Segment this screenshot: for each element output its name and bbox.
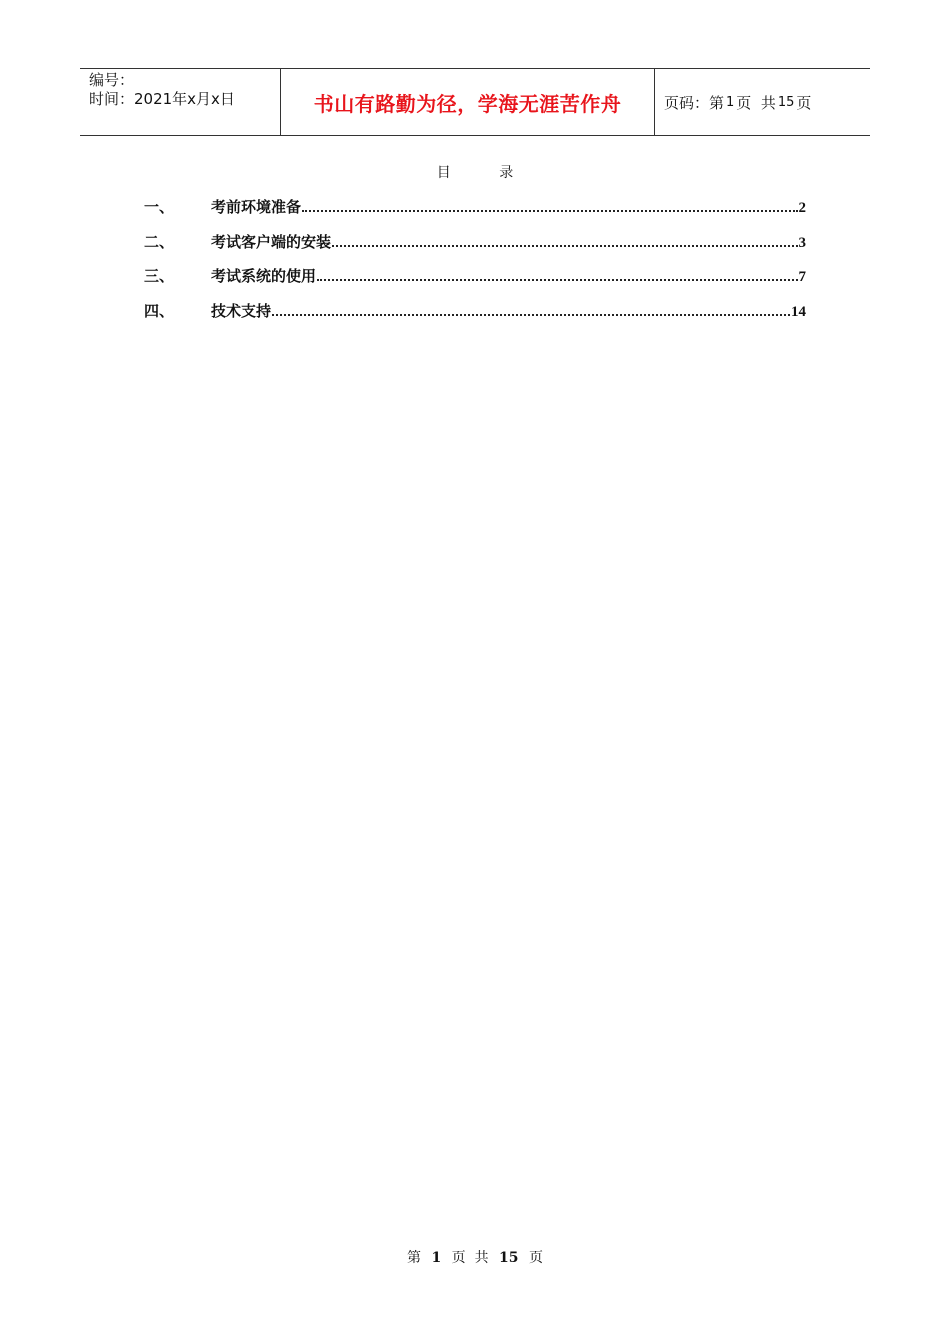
toc-title xyxy=(0,162,950,182)
toc-entry[interactable] xyxy=(144,300,806,335)
toc-entry-page: 14 xyxy=(791,303,806,320)
toc-entry-number: 四、 xyxy=(144,301,175,320)
page-current: 1 xyxy=(726,94,735,110)
page-prefix: 页码：第 xyxy=(664,93,725,112)
toc-entry-title: 考试客户端的安装 xyxy=(211,232,332,251)
footer-page-total: 15 xyxy=(499,1250,519,1266)
header-meta xyxy=(80,69,281,135)
toc-entry-number: 三、 xyxy=(144,267,175,285)
page-suffix: 页 xyxy=(796,93,812,112)
toc-dot-leader xyxy=(302,210,797,212)
page-total: 15 xyxy=(777,94,795,110)
toc-dot-leader xyxy=(272,314,790,316)
footer-suffix: 页 xyxy=(528,1250,543,1266)
toc-title-left: 目 xyxy=(436,165,451,181)
toc-entry-page: 2 xyxy=(798,200,806,216)
header-page-info xyxy=(655,69,870,135)
header-motto-cell xyxy=(281,69,655,135)
table-of-contents xyxy=(144,196,806,334)
toc-dot-leader xyxy=(332,245,797,247)
toc-entry-page: 7 xyxy=(798,269,806,285)
footer-page-current: 1 xyxy=(431,1250,442,1266)
toc-entry-title: 考前环境准备 xyxy=(211,198,302,216)
page-mid: 页 共 xyxy=(736,93,776,112)
toc-entry-number: 一、 xyxy=(144,198,175,216)
toc-entry-title: 考试系统的使用 xyxy=(211,267,317,285)
footer-mid: 页 共 xyxy=(451,1250,489,1266)
toc-entry-page: 3 xyxy=(798,234,806,251)
toc-title-right: 录 xyxy=(499,165,514,181)
page-header xyxy=(80,68,870,136)
toc-entry[interactable] xyxy=(144,265,806,300)
toc-entry[interactable] xyxy=(144,196,806,231)
footer-prefix: 第 xyxy=(407,1250,422,1266)
document-date: 时间：2021年x月x日 xyxy=(89,90,235,108)
toc-dot-leader xyxy=(317,279,797,281)
toc-entry[interactable] xyxy=(144,231,806,266)
toc-entry-title: 技术支持 xyxy=(211,301,272,320)
page-footer xyxy=(0,1247,950,1267)
document-number-label: 编号： xyxy=(89,71,135,89)
toc-entry-number: 二、 xyxy=(144,232,175,251)
header-motto: 书山有路勤为径，学海无涯苦作舟 xyxy=(313,91,622,116)
